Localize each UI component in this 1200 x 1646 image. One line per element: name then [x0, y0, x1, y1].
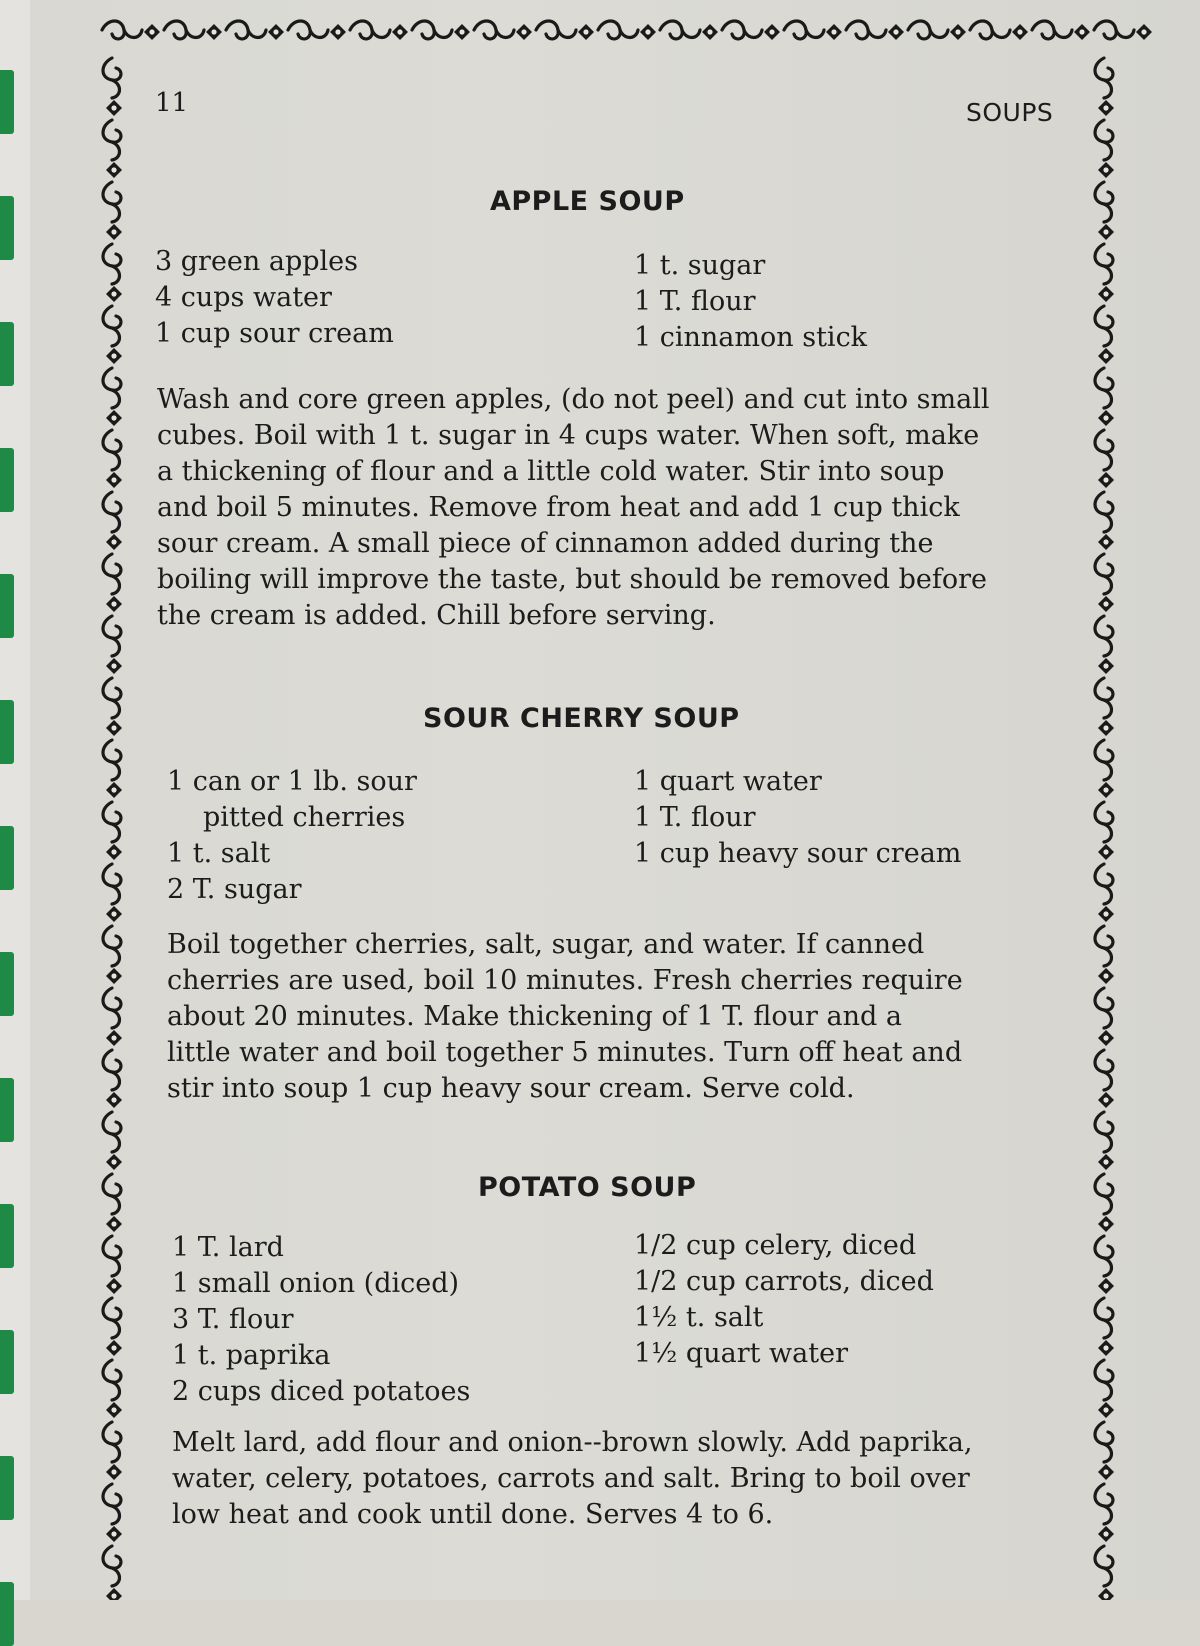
- page-number: 11: [155, 88, 189, 118]
- ingredient: 1 quart water: [634, 766, 822, 797]
- ingredients-left-sour-cherry-soup: [167, 764, 417, 908]
- directions-line: a thickening of flour and a little cold water. Stir into soup: [157, 456, 945, 487]
- section-label: SOUPS: [966, 98, 1054, 127]
- ingredient: 1/2 cup celery, diced: [634, 1230, 917, 1261]
- ingredient: 1 cup heavy sour cream: [634, 838, 962, 869]
- directions-line: little water and boil together 5 minutes. Turn off heat and: [167, 1037, 963, 1068]
- ingredients-right-potato-soup: [634, 1228, 934, 1372]
- directions-potato-soup: [172, 1425, 1072, 1533]
- ingredient: pitted cherries: [203, 802, 406, 833]
- ingredients-right-sour-cherry-soup: [634, 764, 961, 872]
- directions-line: about 20 minutes. Make thickening of 1 T. flour and a: [167, 1001, 902, 1032]
- directions-line: Boil together cherries, salt, sugar, and water. If canned: [167, 929, 925, 960]
- recipe-title-potato-soup: POTATO SOUP: [478, 1172, 697, 1203]
- ingredient: 2 cups diced potatoes: [172, 1376, 471, 1407]
- directions-line: sour cream. A small piece of cinnamon added during the: [157, 528, 934, 559]
- recipe-title-apple-soup: APPLE SOUP: [490, 186, 685, 217]
- ingredient: 1/2 cup carrots, diced: [634, 1266, 934, 1297]
- ingredient: 4 cups water: [155, 282, 332, 313]
- directions-line: cubes. Boil with 1 t. sugar in 4 cups water. When soft, make: [157, 420, 980, 451]
- ingredient: 1 T. flour: [634, 802, 756, 833]
- ingredient: 1 small onion (diced): [172, 1268, 460, 1299]
- directions-line: Melt lard, add flour and onion--brown slowly. Add paprika,: [172, 1427, 973, 1458]
- directions-sour-cherry-soup: [167, 927, 1067, 1107]
- ingredients-left-potato-soup: [172, 1230, 470, 1410]
- ingredient: 1 cinnamon stick: [634, 322, 868, 353]
- recipe-title-sour-cherry-soup: SOUR CHERRY SOUP: [423, 703, 740, 734]
- directions-line: boiling will improve the taste, but should be removed before: [157, 564, 987, 595]
- ingredient: 1½ quart water: [634, 1338, 848, 1369]
- directions-line: the cream is added. Chill before serving.: [157, 600, 716, 631]
- ingredient: 3 green apples: [155, 246, 359, 277]
- ingredient: 3 T. flour: [172, 1304, 294, 1335]
- ingredient: 1½ t. salt: [634, 1302, 764, 1333]
- ingredient: 1 T. flour: [634, 286, 756, 317]
- directions-line: Wash and core green apples, (do not peel) and cut into small: [157, 384, 990, 415]
- ingredient: 1 t. salt: [167, 838, 271, 869]
- ingredients-right-apple-soup: [634, 248, 867, 356]
- ingredient: 1 T. lard: [172, 1232, 284, 1263]
- ingredient: 1 cup sour cream: [155, 318, 394, 349]
- ingredients-left-apple-soup: [155, 244, 394, 352]
- directions-line: and boil 5 minutes. Remove from heat and add 1 cup thick: [157, 492, 960, 523]
- directions-line: water, celery, potatoes, carrots and salt. Bring to boil over: [172, 1463, 970, 1494]
- ingredient: 1 t. sugar: [634, 250, 766, 281]
- directions-line: stir into soup 1 cup heavy sour cream. Serve cold.: [167, 1073, 855, 1104]
- ingredient: 1 t. paprika: [172, 1340, 331, 1371]
- directions-apple-soup: [157, 382, 1057, 634]
- directions-line: low heat and cook until done. Serves 4 to 6.: [172, 1499, 774, 1530]
- ingredient: 1 can or 1 lb. sour: [167, 766, 417, 797]
- directions-line: cherries are used, boil 10 minutes. Fresh cherries require: [167, 965, 963, 996]
- ingredient: 2 T. sugar: [167, 874, 302, 905]
